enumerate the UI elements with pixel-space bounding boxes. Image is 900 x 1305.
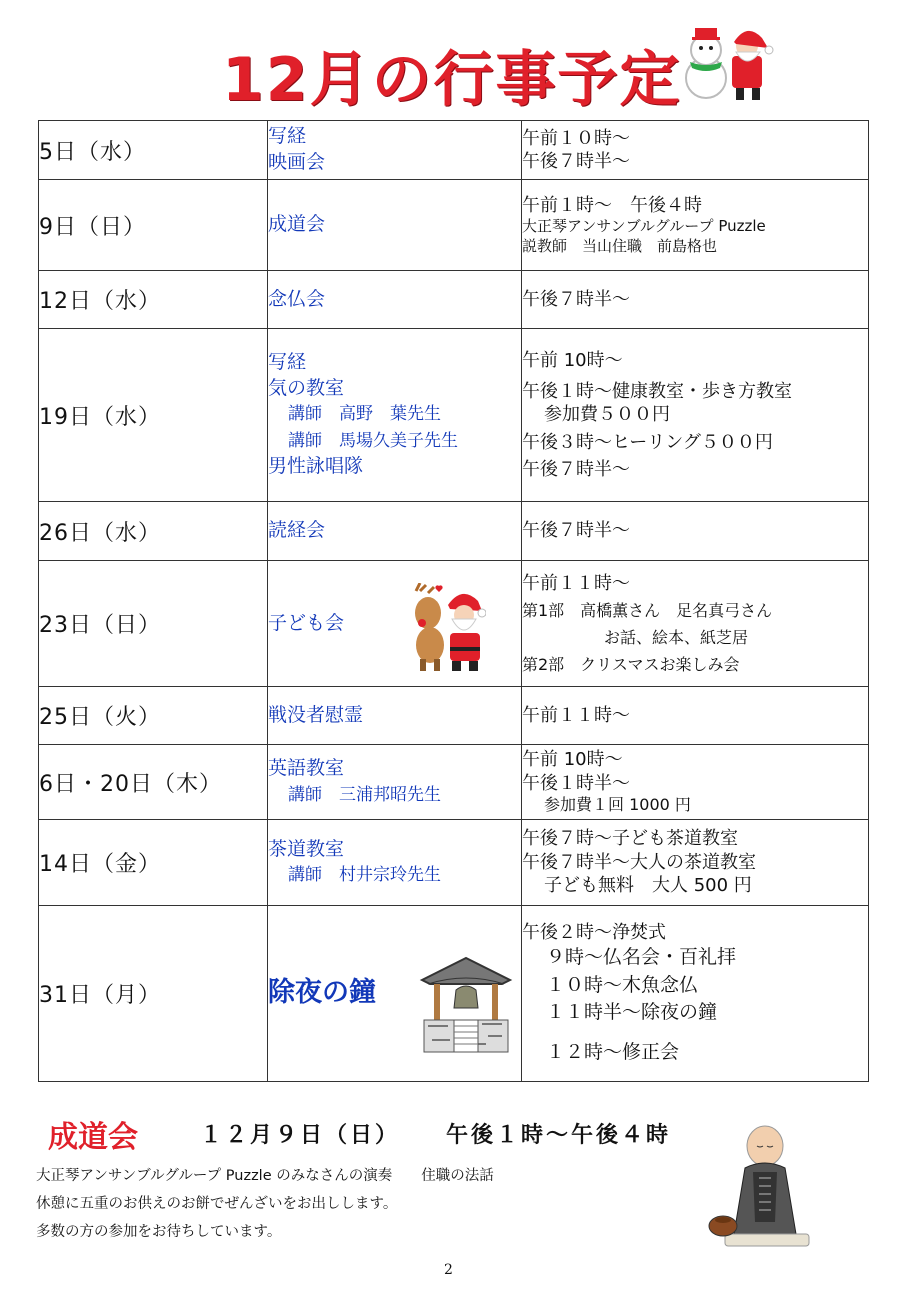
event-name: 除夜の鐘	[268, 977, 376, 1009]
footer-time: 午後１時～午後４時	[446, 1122, 672, 1148]
footer-description	[36, 1162, 494, 1246]
time-line: 午後３時～ヒーリング５００円	[522, 431, 773, 453]
time-line: 午後７時半～	[522, 520, 630, 542]
time-line: 第1部 高橋薫さん 足名真弓さん	[522, 601, 773, 620]
time-line: 説教師 当山住職 前島格也	[522, 236, 718, 255]
event-name: 写経	[268, 125, 307, 148]
santa-reindeer-icon	[406, 583, 486, 673]
footer-line: 休憩に五重のお供えのお餅でぜんざいをお出しします。	[36, 1196, 398, 1212]
page-title: 12月の行事予定	[222, 45, 682, 115]
time-line: 参加費５００円	[544, 404, 670, 426]
time-line: １２時～修正会	[546, 1040, 680, 1063]
event-name: 子ども会	[268, 611, 345, 634]
lecturer-name: 講師 馬場久美子先生	[288, 430, 458, 451]
date-cell: 5日（水）	[39, 121, 268, 180]
event-name: 気の教室	[268, 376, 345, 399]
event-cell	[268, 271, 522, 329]
date-cell: 31日（月）	[39, 906, 268, 1082]
time-line: 午前１１時～	[522, 704, 630, 726]
time-line: 参加費１回 1000 円	[544, 794, 691, 814]
time-cell	[522, 906, 869, 1082]
time-cell	[522, 820, 869, 906]
lecturer-name: 講師 高野 葉先生	[288, 404, 441, 425]
date-cell: 9日（日）	[39, 180, 268, 271]
time-line: 午後７時半～大人の茶道教室	[522, 851, 756, 873]
event-cell	[268, 906, 522, 1082]
time-line: 午前 10時～	[522, 749, 623, 771]
time-cell	[522, 745, 869, 820]
time-line: 午後２時～浄焚式	[522, 921, 666, 943]
event-name: 男性詠唱隊	[268, 455, 364, 478]
footer-line: 大正琴アンサンブルグループ Puzzle のみなさんの演奏 住職の法話	[36, 1168, 494, 1184]
time-line: １１時半～除夜の鐘	[546, 1001, 718, 1024]
table-row	[39, 820, 869, 906]
time-cell	[522, 687, 869, 745]
event-name: 茶道教室	[268, 837, 345, 860]
time-line: 子ども無料 大人 500 円	[544, 875, 752, 897]
title-area	[0, 28, 900, 118]
table-row	[39, 271, 869, 329]
time-cell	[522, 271, 869, 329]
time-line: 午後７時半～	[522, 288, 630, 310]
date-cell: 19日（水）	[39, 329, 268, 502]
table-row	[39, 687, 869, 745]
event-name: 読経会	[268, 519, 326, 542]
table-row	[39, 329, 869, 502]
time-line: 午前 10時～	[522, 349, 623, 371]
schedule-table	[38, 120, 869, 1082]
footer-title: 成道会	[48, 1120, 138, 1155]
table-row	[39, 502, 869, 561]
event-name: 念仏会	[268, 287, 326, 310]
event-name: 写経	[268, 351, 307, 374]
table-row	[39, 561, 869, 687]
date-cell: 14日（金）	[39, 820, 268, 906]
event-name: 英語教室	[268, 757, 345, 779]
time-line: 午前１０時～	[522, 127, 630, 149]
time-line: 午後７時～子ども茶道教室	[522, 828, 738, 850]
event-name: 映画会	[268, 151, 326, 173]
date-cell: 26日（水）	[39, 502, 268, 561]
time-cell	[522, 180, 869, 271]
event-name: 戦没者慰霊	[268, 703, 364, 726]
table-row	[39, 745, 869, 820]
event-cell	[268, 687, 522, 745]
time-line: １０時～木魚念仏	[546, 973, 699, 996]
table-row	[39, 906, 869, 1082]
time-line: 午後７時半～	[522, 459, 630, 481]
time-line: 午前１時～ 午後４時	[522, 194, 702, 216]
date-cell: 6日・20日（木）	[39, 745, 268, 820]
footer-date: １２月９日（日）	[200, 1122, 401, 1148]
event-name: 成道会	[268, 213, 326, 236]
time-cell	[522, 561, 869, 687]
time-line: 午後１時～健康教室・歩き方教室	[522, 380, 792, 402]
lecturer-name: 講師 三浦邦昭先生	[288, 784, 441, 805]
table-row	[39, 180, 869, 271]
time-line: 第2部 クリスマスお楽しみ会	[522, 654, 740, 674]
event-cell	[268, 180, 522, 271]
time-line: 大正琴アンサンブルグループ Puzzle	[522, 217, 766, 236]
event-cell	[268, 745, 522, 820]
time-line: 午後７時半～	[522, 151, 630, 172]
lecturer-name: 講師 村井宗玲先生	[288, 865, 441, 886]
date-cell: 12日（水）	[39, 271, 268, 329]
event-cell	[268, 121, 522, 180]
time-cell	[522, 502, 869, 561]
table-row	[39, 121, 869, 180]
time-line: 午前１１時～	[522, 572, 630, 594]
time-cell	[522, 121, 869, 180]
snowman-santa-icon	[676, 20, 776, 104]
footer-line: 多数の方の参加をお待ちしています。	[36, 1224, 282, 1240]
event-cell	[268, 561, 522, 687]
time-line: 午後１時半～	[522, 772, 630, 794]
event-cell	[268, 329, 522, 502]
time-cell	[522, 329, 869, 502]
event-cell	[268, 502, 522, 561]
date-cell: 23日（日）	[39, 561, 268, 687]
monk-icon	[705, 1122, 815, 1252]
time-line: お話、絵本、紙芝居	[604, 627, 749, 647]
time-line: ９時～仏名会・百礼拝	[546, 946, 737, 969]
page-number: 2	[444, 1262, 453, 1278]
event-cell	[268, 820, 522, 906]
date-cell: 25日（火）	[39, 687, 268, 745]
temple-bell-icon	[418, 954, 514, 1054]
